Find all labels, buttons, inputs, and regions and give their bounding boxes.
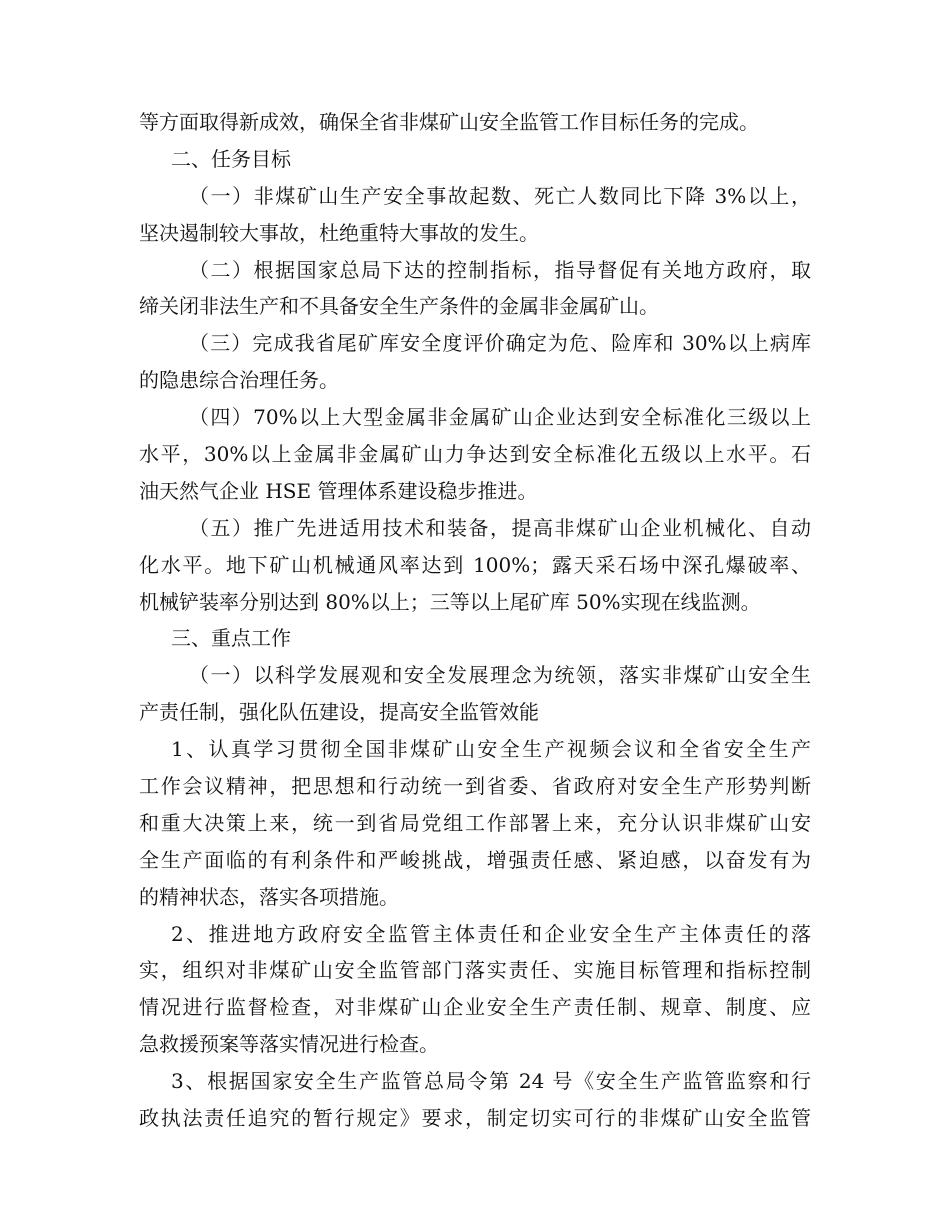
text-line: 2、推进地方政府安全监管主体责任和企业安全生产主体责任的落 (171, 921, 811, 946)
text-line: 机械铲装率分别达到 80%以上；三等以上尾矿库 50%实现在线监测。 (139, 589, 761, 614)
text-line: 油天然气企业 HSE 管理体系建设稳步推进。 (139, 478, 538, 503)
text-line: 产责任制，强化队伍建设，提高安全监管效能 (139, 700, 539, 725)
text-line: 实，组织对非煤矿山安全监管部门落实责任、实施目标管理和指标控制 (139, 958, 811, 983)
text-line: （一）非煤矿山生产安全事故起数、死亡人数同比下降 3%以上， (189, 183, 811, 208)
text-line: 和重大决策上来，统一到省局党组工作部署上来，充分认识非煤矿山安 (139, 810, 811, 835)
text-line: 三、重点工作 (171, 626, 291, 651)
text-line: 政执法责任追究的暂行规定》要求，制定切实可行的非煤矿山安全监管 (139, 1106, 811, 1131)
text-line: 的隐患综合治理任务。 (139, 368, 339, 393)
text-line: 水平，30%以上金属非金属矿山力争达到安全标准化五级以上水平。石 (139, 442, 811, 467)
text-line: （五）推广先进适用技术和装备，提高非煤矿山企业机械化、自动 (189, 515, 811, 540)
text-line: （二）根据国家总局下达的控制指标，指导督促有关地方政府，取 (189, 257, 811, 282)
text-line: （一）以科学发展观和安全发展理念为统领，落实非煤矿山安全生 (189, 663, 811, 688)
text-line: 全生产面临的有利条件和严峻挑战，增强责任感、紧迫感，以奋发有为 (139, 847, 811, 872)
text-line: 1、认真学习贯彻全国非煤矿山安全生产视频会议和全省安全生产 (171, 737, 811, 762)
text-line: 急救援预案等落实情况进行检查。 (139, 1032, 439, 1057)
text-line: （四）70%以上大型金属非金属矿山企业达到安全标准化三级以上 (189, 405, 811, 430)
text-line: 二、任务目标 (171, 146, 291, 171)
text-line: 缔关闭非法生产和不具备安全生产条件的金属非金属矿山。 (139, 294, 659, 319)
text-line: （三）完成我省尾矿库安全度评价确定为危、险库和 30%以上病库 (189, 331, 811, 356)
text-line: 工作会议精神，把思想和行动统一到省委、省政府对安全生产形势判断 (139, 774, 811, 799)
text-line: 化水平。地下矿山机械通风率达到 100%；露天采石场中深孔爆破率、 (139, 552, 811, 577)
text-line: 等方面取得新成效，确保全省非煤矿山安全监管工作目标任务的完成。 (139, 110, 759, 134)
text-line: 的精神状态，落实各项措施。 (139, 884, 399, 909)
text-line: 情况进行监督检查，对非煤矿山企业安全生产责任制、规章、制度、应 (139, 995, 811, 1020)
text-line: 3、根据国家安全生产监管总局令第 24 号《安全生产监管监察和行 (171, 1069, 811, 1094)
text-line: 坚决遏制较大事故，杜绝重特大事故的发生。 (139, 220, 539, 245)
document-body (139, 104, 811, 1137)
